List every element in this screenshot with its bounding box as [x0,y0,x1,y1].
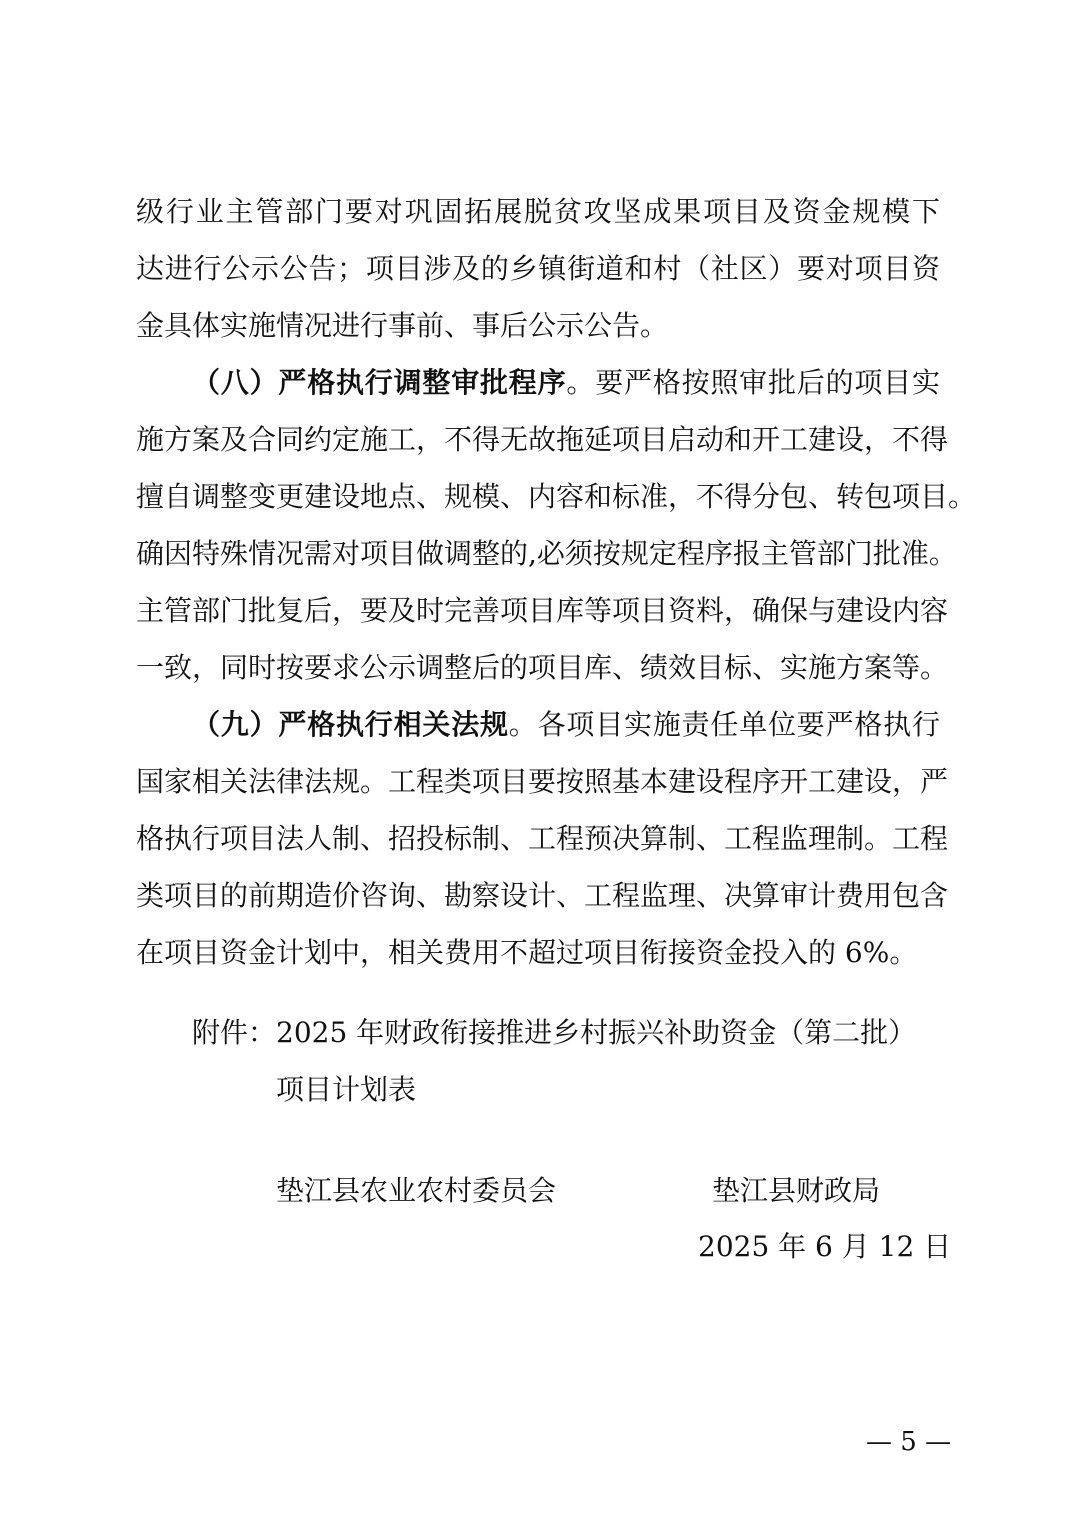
signature-org-agriculture: 垫江县农业农村委员会 [276,1174,557,1207]
paragraph-2-line-1 [192,366,940,400]
paragraph-3-line-1 [192,708,940,742]
signature-date: 2025 年 6 月 12 日 [698,1230,952,1263]
paragraph-1-line-1: 级行业主管部门要对巩固拓展脱贫攻坚成果项目及资金规模下 [136,195,940,228]
attachment-title-line-1: 2025 年财政衔接推进乡村振兴补助资金（第二批） [276,1016,917,1049]
paragraph-3-line-4: 类项目的前期造价咨询、勘察设计、工程监理、决算审计费用包含 [136,879,949,912]
paragraph-3-line-2: 国家相关法律法规。工程类项目要按照基本建设程序开工建设，严 [136,765,949,798]
paragraph-2-line-4: 确因特殊情况需对项目做调整的,必须按规定程序报主管部门批准。 [136,537,957,570]
paragraph-2-line-5: 主管部门批复后，要及时完善项目库等项目资料，确保与建设内容 [136,594,949,627]
attachment-label: 附件： [192,1016,277,1049]
section-9-heading: （九）严格执行相关法规 [192,708,509,741]
paragraph-2-line-6: 一致，同时按要求公示调整后的项目库、绩效目标、实施方案等。 [136,651,949,684]
signature-org-finance: 垫江县财政局 [712,1174,881,1207]
paragraph-2-line-3: 擅自调整变更建设地点、规模、内容和标准，不得分包、转包项目。 [136,480,977,513]
paragraph-2-line-1-text: 。要严格按照审批后的项目实 [566,366,940,399]
paragraph-3-line-1-text: 。各项目实施责任单位要严格执行 [508,708,940,741]
paragraph-1-line-2: 达进行公示公告；项目涉及的乡镇街道和村（社区）要对项目资 [136,252,940,285]
paragraph-3-line-3: 格执行项目法人制、招投标制、工程预决算制、工程监理制。工程 [136,822,949,855]
paragraph-3-line-5: 在项目资金计划中，相关费用不超过项目衔接资金投入的 6%。 [136,936,918,969]
section-8-heading: （八）严格执行调整审批程序 [192,366,567,399]
paragraph-1-line-3: 金具体实施情况进行事前、事后公示公告。 [136,309,669,342]
paragraph-2-line-2: 施方案及合同约定施工，不得无故拖延项目启动和开工建设，不得 [136,423,949,456]
page-number: — 5 — [866,1427,952,1457]
attachment-title-line-2: 项目计划表 [276,1073,417,1106]
